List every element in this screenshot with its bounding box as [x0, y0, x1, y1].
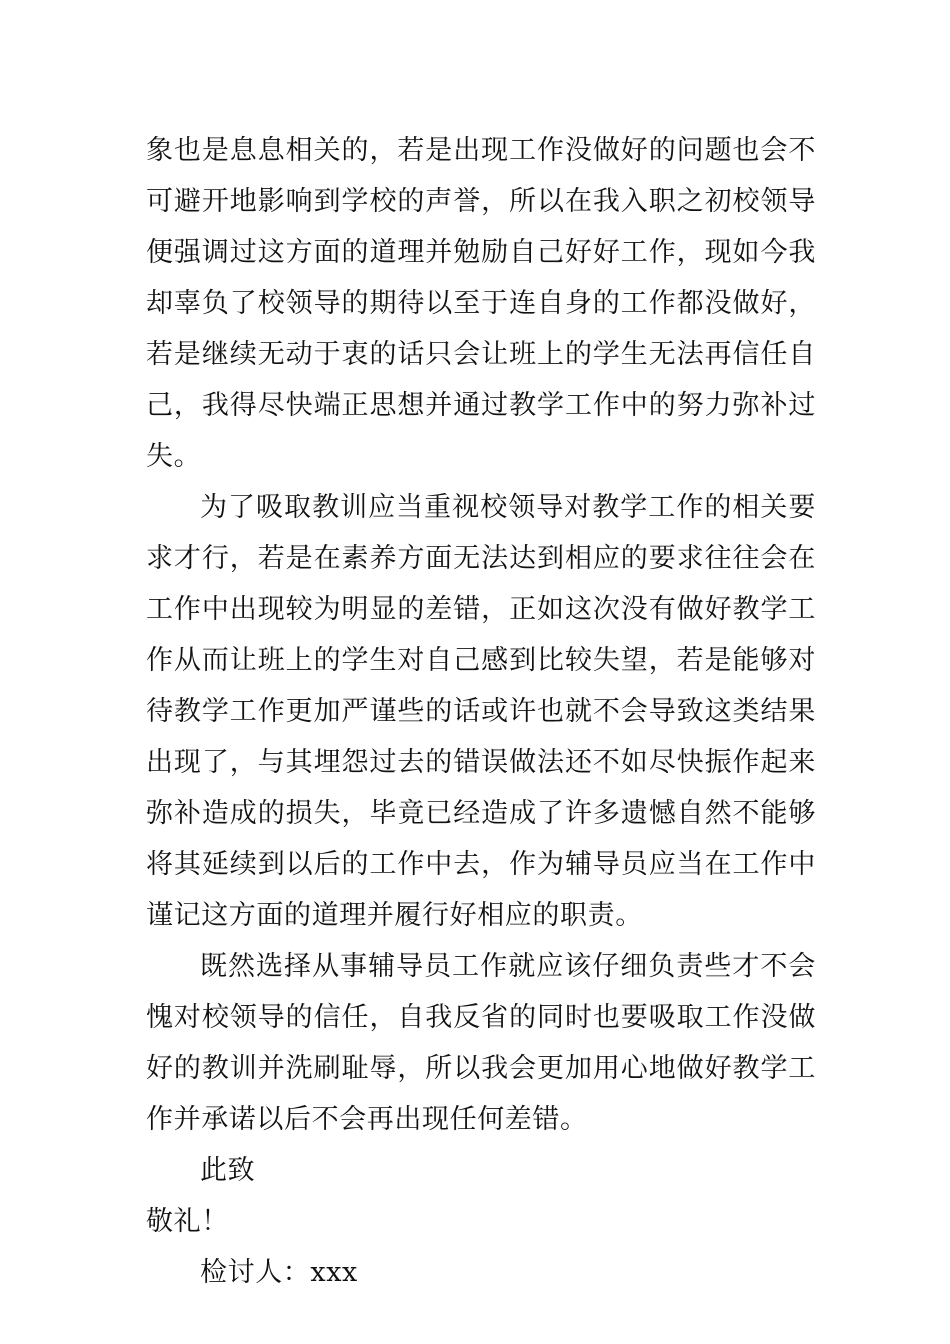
- document-body: [146, 125, 816, 1298]
- closing-line: 此致: [200, 1155, 256, 1186]
- signature-line: 检讨人：xxx: [200, 1257, 358, 1288]
- salutation-line: 敬礼！: [146, 1206, 229, 1237]
- paragraph-commitment: 既然选择从事辅导员工作就应该仔细负责些才不会愧对校领导的信任，自我反省的同时也要吸取工作没做好的教训并洗刷耻辱，所以我会更加用心地做好教学工作并承诺以后不会再出现任何差错。: [146, 951, 816, 1135]
- paragraph-lessons: 为了吸取教训应当重视校领导对教学工作的相关要求才行，若是在素养方面无法达到相应的要求往往会在工作中出现较为明显的差错，正如这次没有做好教学工作从而让班上的学生对自己感到比较失望，若是能够对待教学工作更加严谨些的话或许也就不会导致这类结果出现了，与其埋怨过去的错误做法还不如尽快振作起来弥补造成的损失，毕竟已经造成了许多遗憾自然不能够将其延续到以后的工作中去，作为辅导员应当在工作中谨记这方面的道理并履行好相应的职责。: [146, 492, 816, 931]
- paragraph-continued: 象也是息息相关的，若是出现工作没做好的问题也会不可避开地影响到学校的声誉，所以在我入职之初校领导便强调过这方面的道理并勉励自己好好工作，现如今我却辜负了校领导的期待以至于连自身的工作都没做好，若是继续无动于衷的话只会让班上的学生无法再信任自己，我得尽快端正思想并通过教学工作中的努力弥补过失。: [146, 135, 816, 472]
